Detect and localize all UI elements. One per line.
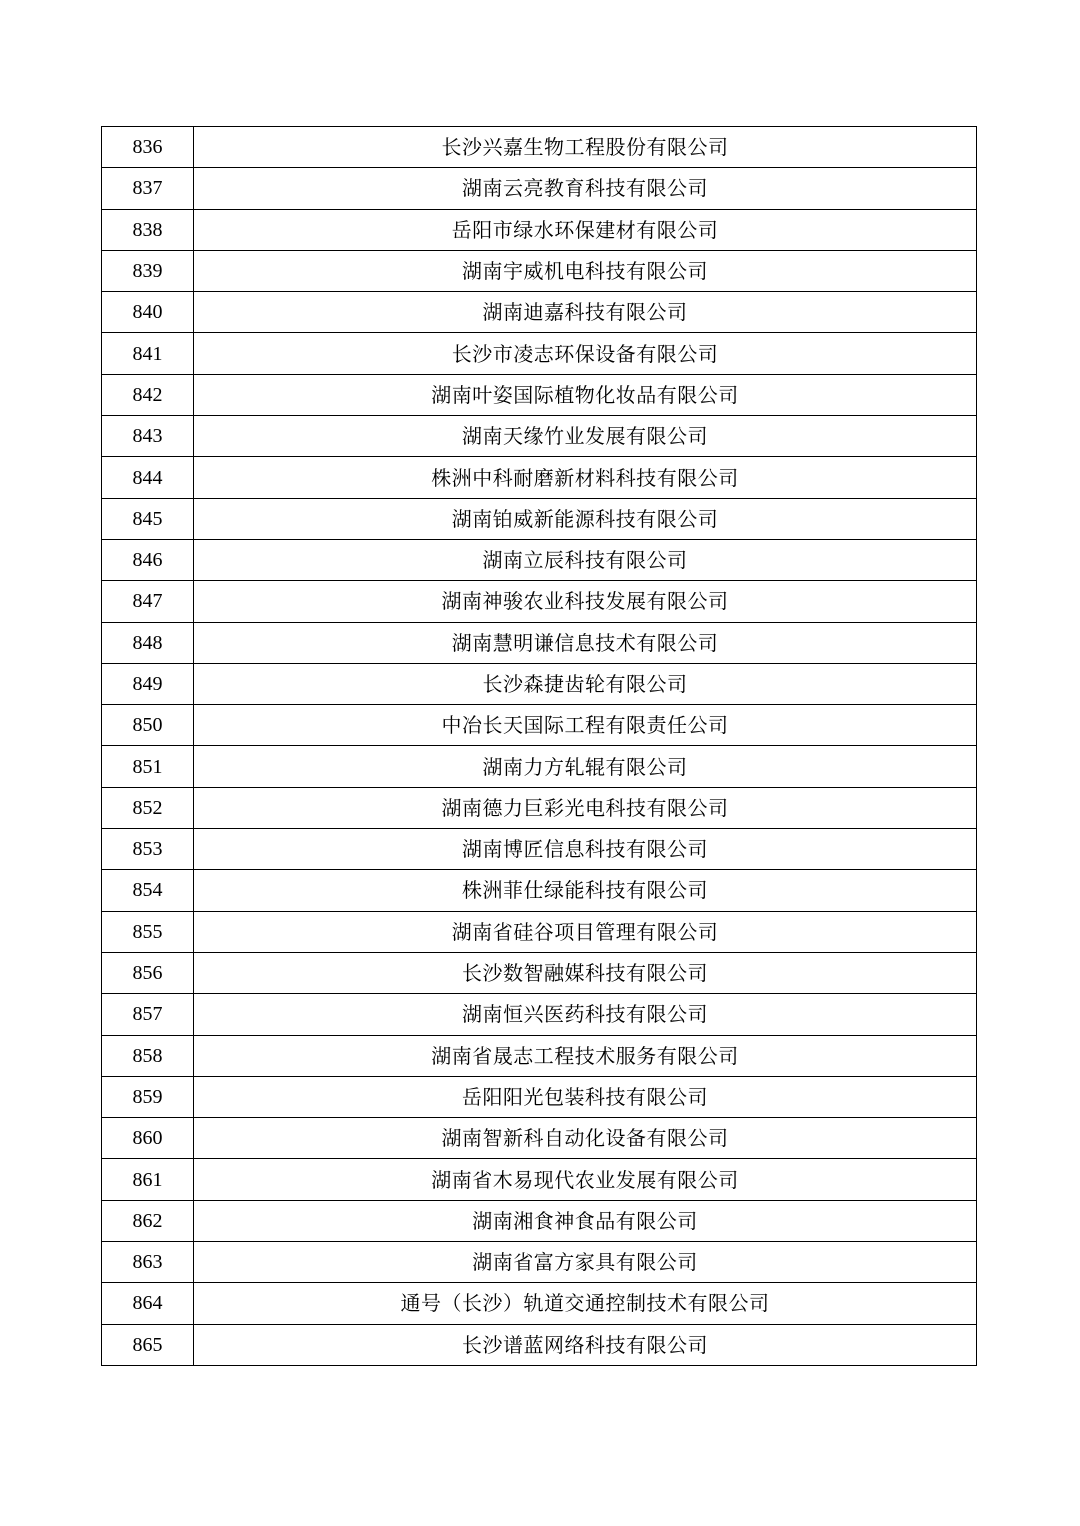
company-name-cell: 通号（长沙）轨道交通控制技术有限公司 (194, 1283, 977, 1324)
table-row (102, 952, 977, 993)
company-name-cell: 岳阳市绿水环保建材有限公司 (194, 209, 977, 250)
company-name-cell: 湖南力方轧辊有限公司 (194, 746, 977, 787)
table-row (102, 498, 977, 539)
company-name-cell: 株洲中科耐磨新材料科技有限公司 (194, 457, 977, 498)
company-name-cell: 湖南铂威新能源科技有限公司 (194, 498, 977, 539)
row-number-cell: 863 (102, 1242, 194, 1283)
table-row (102, 457, 977, 498)
company-name-cell: 湖南宇威机电科技有限公司 (194, 250, 977, 291)
company-name-cell: 湖南智新科自动化设备有限公司 (194, 1118, 977, 1159)
company-name-cell: 湖南省富方家具有限公司 (194, 1242, 977, 1283)
table-row (102, 746, 977, 787)
company-name-cell: 湖南省硅谷项目管理有限公司 (194, 911, 977, 952)
company-name-cell: 湖南叶姿国际植物化妆品有限公司 (194, 374, 977, 415)
row-number-cell: 856 (102, 952, 194, 993)
company-name-cell: 湖南神骏农业科技发展有限公司 (194, 581, 977, 622)
table-row (102, 994, 977, 1035)
table-row (102, 1118, 977, 1159)
row-number-cell: 844 (102, 457, 194, 498)
table-row (102, 333, 977, 374)
company-name-cell: 湖南省晟志工程技术服务有限公司 (194, 1035, 977, 1076)
company-name-cell: 长沙市凌志环保设备有限公司 (194, 333, 977, 374)
company-table-body (102, 127, 977, 1366)
company-name-cell: 湖南省木易现代农业发展有限公司 (194, 1159, 977, 1200)
row-number-cell: 836 (102, 127, 194, 168)
table-row (102, 1200, 977, 1241)
company-table (101, 126, 977, 1366)
table-row (102, 127, 977, 168)
table-row (102, 1283, 977, 1324)
table-row (102, 581, 977, 622)
row-number-cell: 846 (102, 539, 194, 580)
company-name-cell: 长沙谱蓝网络科技有限公司 (194, 1324, 977, 1365)
table-row (102, 250, 977, 291)
company-name-cell: 湖南天缘竹业发展有限公司 (194, 416, 977, 457)
row-number-cell: 858 (102, 1035, 194, 1076)
company-name-cell: 湖南云亮教育科技有限公司 (194, 168, 977, 209)
table-row (102, 829, 977, 870)
table-row (102, 168, 977, 209)
row-number-cell: 861 (102, 1159, 194, 1200)
table-row (102, 1324, 977, 1365)
row-number-cell: 840 (102, 292, 194, 333)
row-number-cell: 862 (102, 1200, 194, 1241)
row-number-cell: 865 (102, 1324, 194, 1365)
row-number-cell: 843 (102, 416, 194, 457)
table-row (102, 1076, 977, 1117)
company-name-cell: 株洲菲仕绿能科技有限公司 (194, 870, 977, 911)
row-number-cell: 838 (102, 209, 194, 250)
table-row (102, 787, 977, 828)
row-number-cell: 852 (102, 787, 194, 828)
table-row (102, 1159, 977, 1200)
table-row (102, 416, 977, 457)
row-number-cell: 854 (102, 870, 194, 911)
row-number-cell: 859 (102, 1076, 194, 1117)
table-row (102, 209, 977, 250)
company-name-cell: 湖南湘食神食品有限公司 (194, 1200, 977, 1241)
row-number-cell: 848 (102, 622, 194, 663)
table-row (102, 663, 977, 704)
company-name-cell: 湖南德力巨彩光电科技有限公司 (194, 787, 977, 828)
table-row (102, 705, 977, 746)
row-number-cell: 842 (102, 374, 194, 415)
table-row (102, 539, 977, 580)
table-row (102, 911, 977, 952)
row-number-cell: 837 (102, 168, 194, 209)
row-number-cell: 847 (102, 581, 194, 622)
company-name-cell: 湖南慧明谦信息技术有限公司 (194, 622, 977, 663)
row-number-cell: 851 (102, 746, 194, 787)
table-row (102, 1242, 977, 1283)
table-row (102, 1035, 977, 1076)
row-number-cell: 860 (102, 1118, 194, 1159)
company-name-cell: 长沙森捷齿轮有限公司 (194, 663, 977, 704)
row-number-cell: 855 (102, 911, 194, 952)
row-number-cell: 841 (102, 333, 194, 374)
row-number-cell: 850 (102, 705, 194, 746)
table-row (102, 292, 977, 333)
table-row (102, 374, 977, 415)
company-name-cell: 湖南恒兴医药科技有限公司 (194, 994, 977, 1035)
table-row (102, 870, 977, 911)
row-number-cell: 839 (102, 250, 194, 291)
company-name-cell: 湖南迪嘉科技有限公司 (194, 292, 977, 333)
company-name-cell: 长沙数智融媒科技有限公司 (194, 952, 977, 993)
row-number-cell: 857 (102, 994, 194, 1035)
row-number-cell: 864 (102, 1283, 194, 1324)
company-name-cell: 中冶长天国际工程有限责任公司 (194, 705, 977, 746)
company-name-cell: 湖南立辰科技有限公司 (194, 539, 977, 580)
row-number-cell: 845 (102, 498, 194, 539)
company-name-cell: 长沙兴嘉生物工程股份有限公司 (194, 127, 977, 168)
table-row (102, 622, 977, 663)
row-number-cell: 849 (102, 663, 194, 704)
company-name-cell: 湖南博匠信息科技有限公司 (194, 829, 977, 870)
company-name-cell: 岳阳阳光包装科技有限公司 (194, 1076, 977, 1117)
row-number-cell: 853 (102, 829, 194, 870)
